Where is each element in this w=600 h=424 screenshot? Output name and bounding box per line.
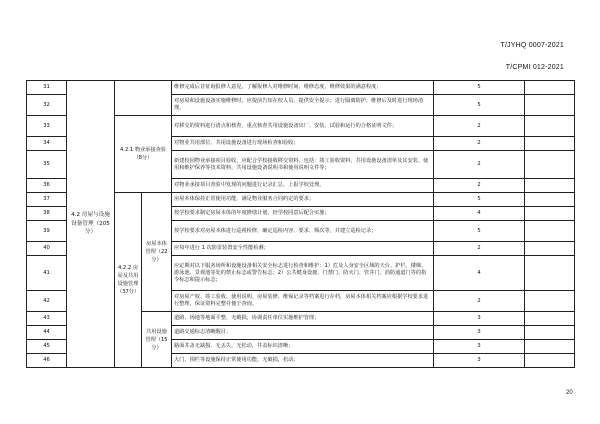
result-cell	[525, 221, 575, 242]
result-cell	[525, 116, 575, 137]
row-description: 维修完成后首征询报修人意见，了解报修人对维修时间、维修态度、维修效果的满意程度；	[172, 81, 434, 95]
result-cell	[525, 354, 575, 368]
row-number: 41	[27, 256, 67, 291]
row-number: 39	[27, 221, 67, 242]
result-cell	[525, 207, 575, 221]
result-cell	[525, 256, 575, 291]
result-cell	[525, 81, 575, 95]
row-number: 36	[27, 179, 67, 193]
row-number: 31	[27, 81, 67, 95]
result-cell	[525, 340, 575, 354]
row-description: 道路交通标志清晰醒目；	[172, 326, 434, 340]
row-number: 40	[27, 242, 67, 256]
row-score: 2	[434, 137, 525, 151]
row-description: 对房屋产权、竣工验收、使用说明、房屋装修、维保记录等档案进行存档，房屋本体相关档案应根据学校要求进行整理，保证资料完整并便于查询。	[172, 291, 434, 312]
row-score: 5	[434, 221, 525, 242]
row-description: 对房屋和设施设备实施维修时，应提前告知在校人员，提供安全提示；进行隔离防护，维修后及时进行现场清理。	[172, 95, 434, 116]
row-number: 46	[27, 354, 67, 368]
result-cell	[525, 137, 575, 151]
evaluation-table	[26, 80, 575, 368]
row-description: 按学校要求制定房屋本体的年度修缮计划，经学校同意后配合实施；	[172, 207, 434, 221]
subcategory-cell: 4.2.2 房屋及共用设施管理（37分）	[115, 193, 142, 368]
row-score: 3	[434, 326, 525, 340]
row-number: 42	[27, 291, 67, 312]
row-description: 道路、场地等地面平整、无破损，协调责任单位实施维护管理；	[172, 312, 434, 326]
row-description: 应定期对以下服务场所和设施设备相关安全标志进行检查和维护：1）危及人身安全区域的天台、护栏、楼梯、游泳池、景观池等处的禁止标志或警告标志；2）公共健身设施、门禁门、防火门、管井门、消防通道门等的指令标志和提示标志；	[172, 256, 434, 291]
row-score: 2	[434, 242, 525, 256]
subcategory-cell: 4.2.1 物业承接查验（8分）	[115, 116, 172, 193]
row-description: 房屋本体保持正常使用功能，满足物业服务合同约定的要求；	[172, 193, 434, 207]
result-cell	[525, 95, 575, 116]
standard-code-header-2: T/CPMI 012-2021	[505, 64, 564, 71]
result-cell	[525, 151, 575, 179]
row-number: 45	[27, 340, 67, 354]
standard-code-header-1: T/JYHQ 0007-2021	[500, 42, 564, 49]
result-cell	[525, 179, 575, 193]
row-number: 37	[27, 193, 67, 207]
result-cell	[525, 291, 575, 312]
row-score: 2	[434, 151, 525, 179]
category-cell	[67, 81, 115, 368]
row-score: 4	[434, 207, 525, 221]
row-score: 3	[434, 312, 525, 326]
row-score: 5	[434, 193, 525, 207]
row-number: 43	[27, 312, 67, 326]
row-score: 2	[434, 179, 525, 193]
row-number: 33	[27, 116, 67, 137]
category-label: 4.2 房屋与设施设备管理（205分）	[71, 212, 110, 236]
row-score: 3	[434, 354, 525, 368]
row-score: 5	[434, 81, 525, 95]
row-description: 对移交的资料进行清点和核查，重点核查共用设施设备出厂、安装、试验和运行的合格证明文件；	[172, 116, 434, 137]
row-number: 32	[27, 95, 67, 116]
result-cell	[525, 242, 575, 256]
row-description: 新建校园物业承接项目验收，应配合学校接收移交资料，包括：竣工验收资料，共用设施设备清单及其安装、使用和维护保养等技术资料，共用设施设备说明书和使用说明文件等；	[172, 151, 434, 179]
row-number: 38	[27, 207, 67, 221]
subcategory-empty	[115, 81, 172, 116]
row-score: 5	[434, 95, 525, 116]
page-number: 20	[566, 390, 573, 396]
row-number: 35	[27, 151, 67, 179]
row-number: 34	[27, 137, 67, 151]
row-score: 2	[434, 116, 525, 137]
row-score: 3	[434, 340, 525, 354]
table-row	[27, 81, 575, 95]
row-number: 44	[27, 326, 67, 340]
row-description: 大门、围栏等设施保持正常使用功能，无破损，松动；	[172, 354, 434, 368]
row-description: 应每年进行 1 次防雷装置安全性能检测；	[172, 242, 434, 256]
subsection-cell: 房屋本体管理（22分）	[142, 193, 172, 312]
row-score: 2	[434, 291, 525, 312]
row-description: 路面井盖无缺损、无丢失，无松动，井盖标识清晰；	[172, 340, 434, 354]
result-cell	[525, 326, 575, 340]
subsection-cell: 共用设施管理（15分）	[142, 312, 172, 368]
row-description: 对物业承接项目查验中发现的问题进行记录汇总，上报学校处理。	[172, 179, 434, 193]
row-score: 4	[434, 256, 525, 291]
row-description: 对物业共用部位、共用设施设备进行现场检查和验收；	[172, 137, 434, 151]
result-cell	[525, 312, 575, 326]
row-description: 按学校要求对房屋本体进行巡视检修，确定巡检内容、要求、频次等，并建立巡检记录；	[172, 221, 434, 242]
result-cell	[525, 193, 575, 207]
